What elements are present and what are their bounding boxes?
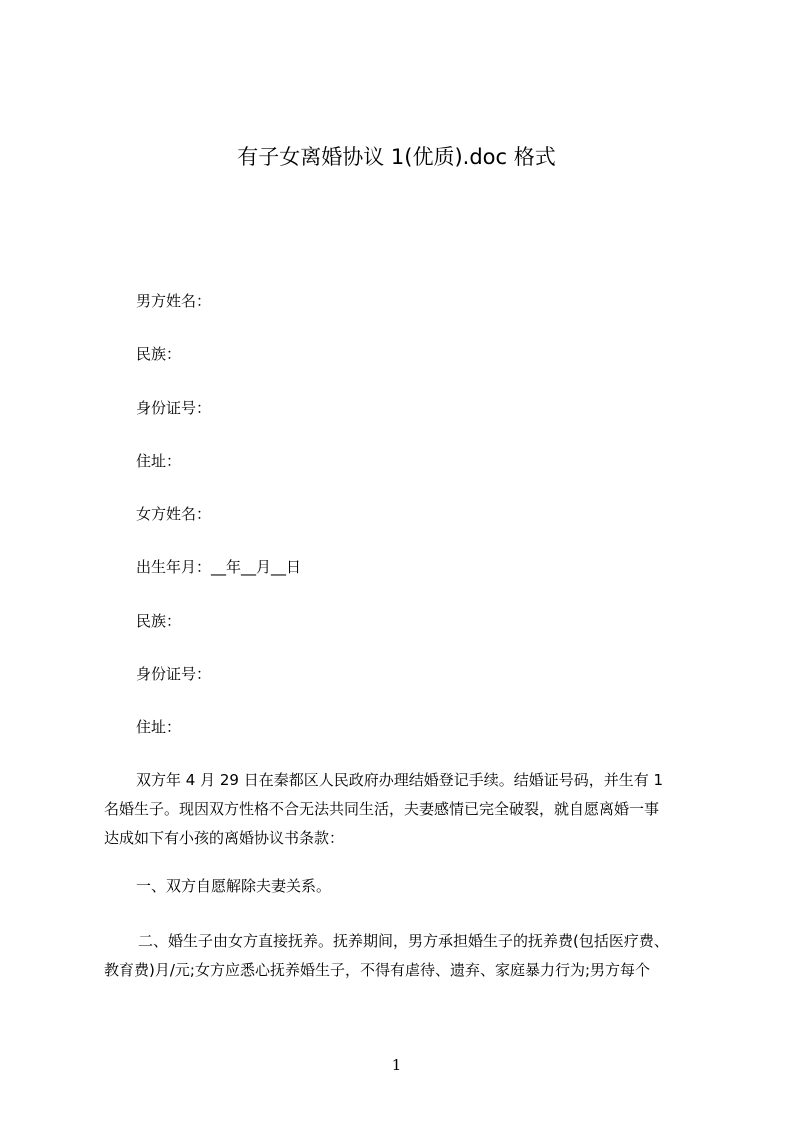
page-number: 1: [391, 1056, 402, 1074]
field-male-id-number: 身份证号：: [136, 399, 212, 417]
clause-1: 一、双方自愿解除夫妻关系。: [136, 877, 332, 895]
field-female-birthdate: 出生年月：__年__月__日: [136, 558, 302, 576]
clause-2-line: 二、婚生子由女方直接抚养。抚养期间，男方承担婚生子的抚养费(包括医疗费、: [138, 932, 669, 950]
intro-line: 名婚生子。现因双方性格不合无法共同生活，夫妻感情已完全破裂，就自愿离婚一事: [104, 800, 660, 818]
field-female-ethnicity: 民族：: [136, 612, 182, 630]
field-male-address: 住址：: [136, 452, 182, 470]
intro-paragraph: [104, 766, 700, 853]
field-female-address: 住址：: [136, 718, 182, 736]
field-male-name: 男方姓名：: [136, 292, 212, 310]
clause-2-line: 教育费)月/元;女方应悉心抚养婚生子，不得有虐待、遗弃、家庭暴力行为;男方每个: [104, 961, 651, 979]
field-female-name: 女方姓名：: [136, 505, 212, 523]
intro-line: 达成如下有小孩的离婚协议书条款：: [104, 829, 345, 847]
document-title: 有子女离婚协议 1(优质).doc 格式: [237, 145, 556, 169]
clause-2-paragraph: [104, 927, 700, 985]
field-male-ethnicity: 民族：: [136, 345, 182, 363]
field-female-id-number: 身份证号：: [136, 665, 212, 683]
intro-line: 双方年 4 月 29 日在秦都区人民政府办理结婚登记手续。结婚证号码，并生有 1: [136, 771, 664, 789]
